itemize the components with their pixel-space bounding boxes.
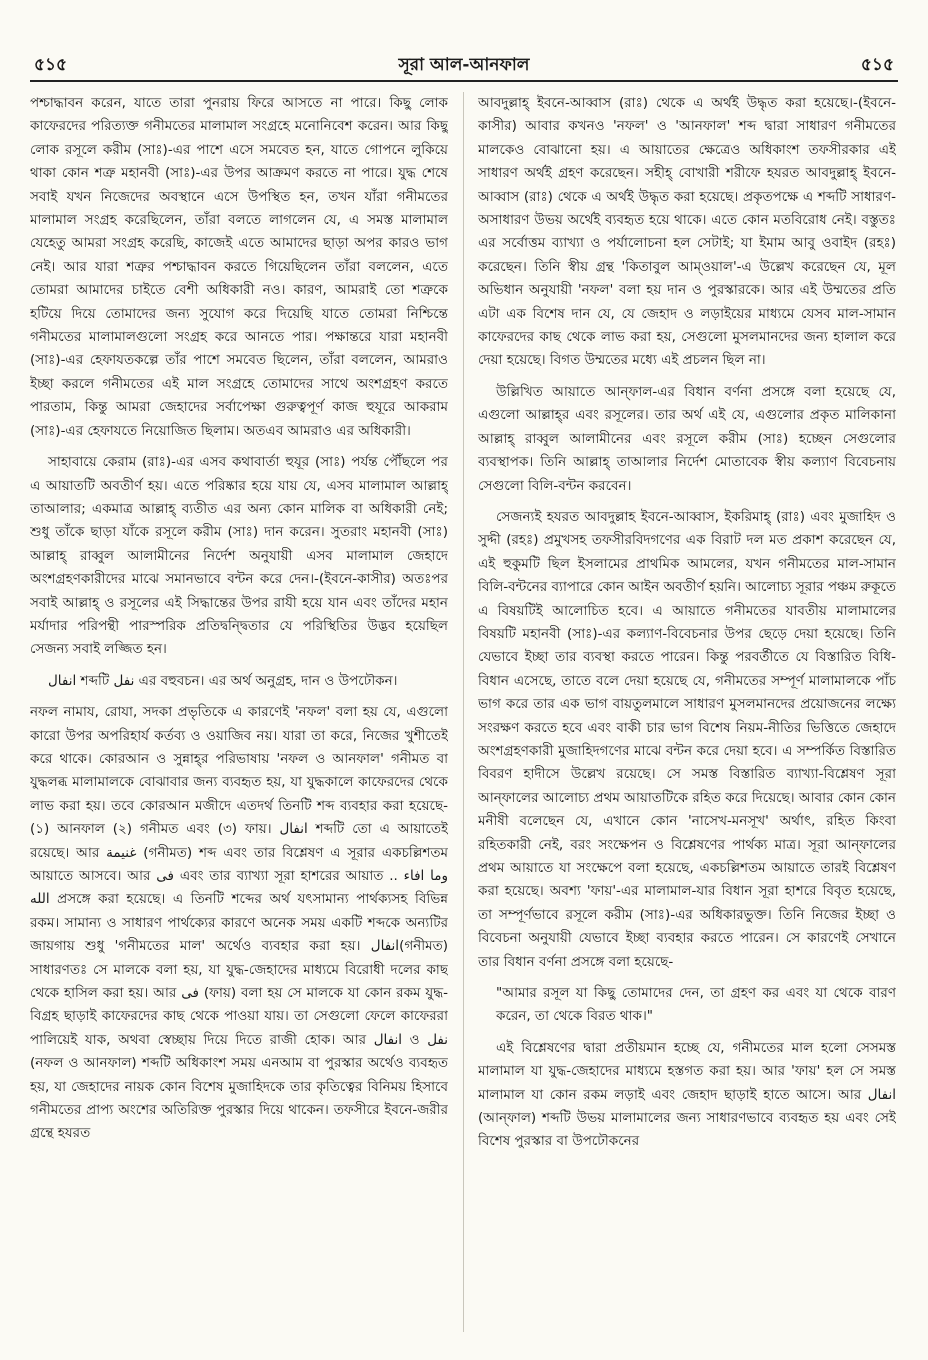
paragraph: انفال শব্দটি نفل এর বহুবচন। এর অর্থ অনুগ্রহ, দান ও উপঢৌকন।	[48, 672, 398, 689]
paragraph: পশ্চাদ্ধাবন করেন, যাতে তারা পুনরায় ফিরে আসতে না পারে। কিছু লোক কাফেরদের পরিত্যক্ত গনীমতের মালামাল সংগ্রহে মনোনিবেশ করেন। আর কিছু লোক রসূলে করীম (সাঃ)-এর পাশে এসে সমবেত হন, যাতে গোপনে লুকিয়ে থাকা কোন শত্রু মহানবী (সাঃ)-এর উপর আক্রমণ করতে না পারে। যুদ্ধ শেষে সবাই যখন নিজেদের অবস্থানে এসে উপস্থিত হন, তখন যাঁরা গনীমতের মালামাল সংগ্রহ করেছিলেন, তাঁরা বলতে লাগলেন যে, এ সমস্ত মালামাল যেহেতু আমরা সংগ্রহ করেছি, কাজেই এতে আমাদের ছাড়া অপর কারও ভাগ নেই। আর যারা শত্রুর পশ্চাদ্ধাবন করতে গিয়েছিলেন তাঁরা বললেন, এতে তোমরা আমাদের চাইতে বেশী অধিকারী নও। কারণ, আমরাই তো শত্রুকে হটিয়ে দিয়ে তোমাদের জন্য সুযোগ করে দিয়েছি যাতে তোমরা নিশ্চিন্তে গনীমতের মালামালগুলো সংগ্রহ করে আনতে পার। পক্ষান্তরে যারা মহানবী (সাঃ)-এর হেফাযতকল্পে তাঁর পাশে সমবেত ছিলেন, তাঁরা বললেন, আমরাও ইচ্ছা করলে গনীমতের এই মাল সংগ্রহে তোমাদের সাথে অংশগ্রহণ করতে পারতাম, কিন্তু আমরা জেহাদের সর্বাপেক্ষা গুরুত্বপূর্ণ কাজ হুযূরে আকরাম (সাঃ)-এর হেফাযতে নিয়োজিত ছিলাম। অতএব আমরাও এর অধিকারী।	[30, 95, 448, 439]
left-column	[30, 92, 448, 1332]
chapter-title: সূরা আল-আনফাল	[398, 55, 530, 75]
page-number-right: ৫১৫	[860, 55, 894, 75]
quotation: "আমার রসূল যা কিছু তোমাদের দেন, তা গ্রহণ কর এবং যা থেকে বারণ করেন, তা থেকে বিরত থাক।"	[496, 985, 896, 1025]
page-number-left: ৫১৫	[34, 55, 68, 75]
paragraph: উল্লিখিত আয়াতে আন্‌ফাল-এর বিধান বর্ণনা প্রসঙ্গে বলা হয়েছে যে, এগুলো আল্লাহ্‌র এবং রসূলের। তার অর্থ এই যে, এগুলোর প্রকৃত মালিকানা আল্লাহ্ রাব্বুল আলামীনের এবং রসূলে করীম (সাঃ) হচ্ছেন সেগুলোর ব্যবস্থাপক। তিনি আল্লাহ্ তাআলার নির্দেশ মোতাবেক স্বীয় কল্যাণ বিবেচনায় সেগুলো বিলি-বন্টন করবেন।	[478, 383, 896, 494]
paragraph: সেজন্যই হযরত আবদুল্লাহ ইবনে-আব্বাস, ইকরিমাহ্ (রাঃ) এবং মুজাহিদ ও সুদ্দী (রহঃ) প্রমুখসহ তফসীরবিদগণের এক বিরাট দল মত প্রকাশ করেছেন যে, এই হুকুমটি ছিল ইসলামের প্রাথমিক আমলের, যখন গনীমতের মাল-সামান বিলি-বন্টনের ব্যাপারে কোন আইন অবতীর্ণ হয়নি। আলোচ্য সূরার পঞ্চম রুকূতে এ বিষয়টিই আলোচিত হবে। এ আয়াতে গনীমতের যাবতীয় মালামালের বিষয়টি মহানবী (সাঃ)-এর কল্যাণ-বিবেচনার উপর ছেড়ে দেয়া হয়েছে। তিনি যেভাবে ইচ্ছা তার ব্যবস্থা করতে পারেন। কিন্তু পরবর্তীতে যে বিস্তারিত বিধি-বিধান এসেছে, তাতে বলে দেয়া হয়েছে যে, গনীমতের সম্পূর্ণ মালামালকে পাঁচ ভাগ করে তার এক ভাগ বায়তুলমালে সাধারণ মুসলমানদের প্রয়োজনের লক্ষ্যে সংরক্ষণ করতে হবে এবং বাকী চার ভাগ বিশেষ নিয়ম-নীতির ভিত্তিতে জেহাদে অংশগ্রহণকারী মুজাহিদগণের মাঝে বন্টন করে দেয়া হবে। এ সম্পর্কিত বিস্তারিত বিবরণ হাদীসে উল্লেখ রয়েছে। সে সমস্ত বিস্তারিত ব্যাখ্যা-বিশ্লেষণ সূরা আন্‌ফালের আলোচ্য প্রথম আয়াতটিকে রহিত করে দিয়েছে। আবার কোন কোন মনীষী বলেছেন যে, এখানে কোন 'নাসেখ-মনসূখ' অর্থাৎ, রহিত কিংবা রহিতকারী নেই, বরং সংক্ষেপন ও বিশ্লেষণের পার্থক্য মাত্র। সূরা আন্‌ফালের প্রথম আয়াতে যা সংক্ষেপে বলা হয়েছে, একচল্লিশতম আয়াতে তারই বিশ্লেষণ করা হয়েছে। অবশ্য 'ফায়'-এর মালামাল-যার বিধান সূরা হাশরে বিবৃত হয়েছে, তা সম্পূর্ণভাবে রসূলে করীম (সাঃ)-এর অধিকারভুক্ত। তিনি নিজের ইচ্ছা ও বিবেচনা অনুযায়ী যেভাবে ইচ্ছা ব্যবহার করতে পারেন। সে কারণেই সেখানে তার বিধান বর্ণনা প্রসঙ্গে বলা হয়েছে-	[478, 508, 896, 970]
page-header	[30, 44, 898, 82]
paragraph: এই বিশ্লেষণের দ্বারা প্রতীয়মান হচ্ছে যে, গনীমতের মাল হলো সেসমস্ত মালামাল যা যুদ্ধ-জেহাদের মাধ্যমে হস্তগত করা হয়। আর 'ফায়' হল সে সমস্ত মালামাল যা কোন রকম লড়াই এবং জেহাদ ছাড়াই হাতে আসে। আর انفال (আন্‌ফাল) শব্দটি উভয় মালামালের জন্য সাধারণভাবে ব্যবহৃত হয় এবং সেই বিশেষ পুরস্কার বা উপঢৌকনের	[478, 1039, 896, 1150]
paragraph: নফল নামায, রোযা, সদকা প্রভৃতিকে এ কারণেই 'নফল' বলা হয় যে, এগুলো কারো উপর অপরিহার্য কর্তব্য ও ওয়াজিব নয়। যারা তা করে, নিজের খুশীতেই করে থাকে। কোরআন ও সুন্নাহ্‌র পরিভাষায় 'নফল ও আনফাল' গনীমত বা যুদ্ধলব্ধ মালামালকে বোঝাবার জন্য ব্যবহৃত হয়, যা যুদ্ধকালে কাফেরদের থেকে লাভ করা হয়। তবে কোরআন মজীদে এতদর্থ তিনটি শব্দ ব্যবহার করা হয়েছে- (১) আনফাল (২) গনীমত এবং (৩) ফায়। انفال শব্দটি তো এ আয়াতেই রয়েছে। আর غنيمة (গনীমত) শব্দ এবং তার বিশ্লেষণ এ সূরার একচল্লিশতম আয়াতে আসবে। আর فى এবং তার ব্যাখ্যা সূরা হাশরের আয়াত .. وما افاء الله প্রসঙ্গে করা হয়েছে। এ তিনটি শব্দের অর্থ যৎসামান্য পার্থক্যসহ বিভিন্ন রকম। সামান্য ও সাধারণ পার্থক্যের কারণে অনেক সময় একটি শব্দকে অন্যটির জায়গায় শুধু 'গনীমতের মাল' অর্থেও ব্যবহার করা হয়। انفال(গনীমত) সাধারণতঃ সে মালকে বলা হয়, যা যুদ্ধ-জেহাদের মাধ্যমে বিরোধী দলের কাছ থেকে হাসিল করা হয়। আর فى (ফায়) বলা হয় সে মালকে যা কোন রকম যুদ্ধ-বিগ্রহ ছাড়াই কাফেরদের কাছ থেকে পাওয়া যায়। তা সেগুলো ফেলে কাফেররা পালিয়েই যাক, অথবা স্বেচ্ছায় দিয়ে দিতে রাজী হোক। আর انفال ও نفل (নফল ও আনফাল) শব্দটি অধিকাংশ সময় এনআম বা পুরস্কার অর্থেও ব্যবহৃত হয়, যা জেহাদের নায়ক কোন বিশেষ মুজাহিদকে তার কৃতিত্বের বিনিময় হিসাবে গনীমতের প্রাপ্য অংশের অতিরিক্ত পুরস্কার দিয়ে থাকেন। তফসীরে ইবনে-জরীর গ্রন্থে হযরত	[30, 704, 448, 1142]
paragraph: আবদুল্লাহ্ ইবনে-আব্বাস (রাঃ) থেকে এ অর্থই উদ্ধৃত করা হয়েছে।-(ইবনে-কাসীর) আবার কখনও 'নফল' ও 'আনফাল' শব্দ দ্বারা সাধারণ গনীমতের মালকেও বোঝানো হয়। এ আয়াতের ক্ষেত্রেও অধিকাংশ তফসীরকার এই সাধারণ অর্থই গ্রহণ করেছেন। সহীহ্ বোখারী শরীফে হযরত আবদুল্লাহ্ ইবনে-আব্বাস (রাঃ) থেকে এ অর্থই উদ্ধৃত করা হয়েছে। প্রকৃতপক্ষে এ শব্দটি সাধারণ-অসাধারণ উভয় অর্থেই ব্যবহৃত হয়ে থাকে। এতে কোন মতবিরোধ নেই। বস্তুতঃ এর সর্বোত্তম ব্যাখ্যা ও পর্যালোচনা হল সেটাই; যা ইমাম আবু ওবাইদ (রহঃ) করেছেন। তিনি স্বীয় গ্রন্থ 'কিতাবুল আম্ওয়াল'-এ উল্লেখ করেছেন যে, মূল অভিধান অনুযায়ী 'নফল' বলা হয় দান ও পুরস্কারকে। আর এই উম্মতের প্রতি এটা এক বিশেষ দান যে, যে জেহাদ ও লড়াইয়ের মাধ্যমে যেসব মাল-সামান কাফেরদের কাছ থেকে লাভ করা হয়, সেগুলো মুসলমানদের জন্য হালাল করে দেয়া হয়েছে। বিগত উম্মতের মধ্যে এই প্রচলন ছিল না।	[478, 95, 896, 369]
paragraph: সাহাবায়ে কেরাম (রাঃ)-এর এসব কথাবার্তা হুযূর (সাঃ) পর্যন্ত পৌঁছলে পর এ আয়াতটি অবতীর্ণ হয়। এতে পরিষ্কার হয়ে যায় যে, এসব মালামাল আল্লাহ্ তাআলার; একমাত্র আল্লাহ্ ব্যতীত এর অন্য কোন মালিক বা অধিকারী নেই; শুধু তাঁকে ছাড়া যাঁকে রসূলে করীম (সাঃ) দান করেন। সুতরাং মহানবী (সাঃ) আল্লাহ্ রাব্বুল আলামীনের নির্দেশ অনুযায়ী এসব মালামাল জেহাদে অংশগ্রহণকারীদের মাঝে সমানভাবে বন্টন করে দেন।-(ইবনে-কাসীর) অতঃপর সবাই আল্লাহ্ ও রসূলের এই সিদ্ধান্তের উপর রাযী হয়ে যান এবং তাঁদের মহান মর্যাদার পরিপন্থী পারস্পরিক প্রতিদ্বন্দ্বিতার যে পরিস্থিতির উদ্ভব হয়েছিল সেজন্য সবাই লজ্জিত হন।	[30, 454, 448, 658]
right-column	[478, 92, 896, 1332]
column-divider	[463, 92, 464, 1332]
